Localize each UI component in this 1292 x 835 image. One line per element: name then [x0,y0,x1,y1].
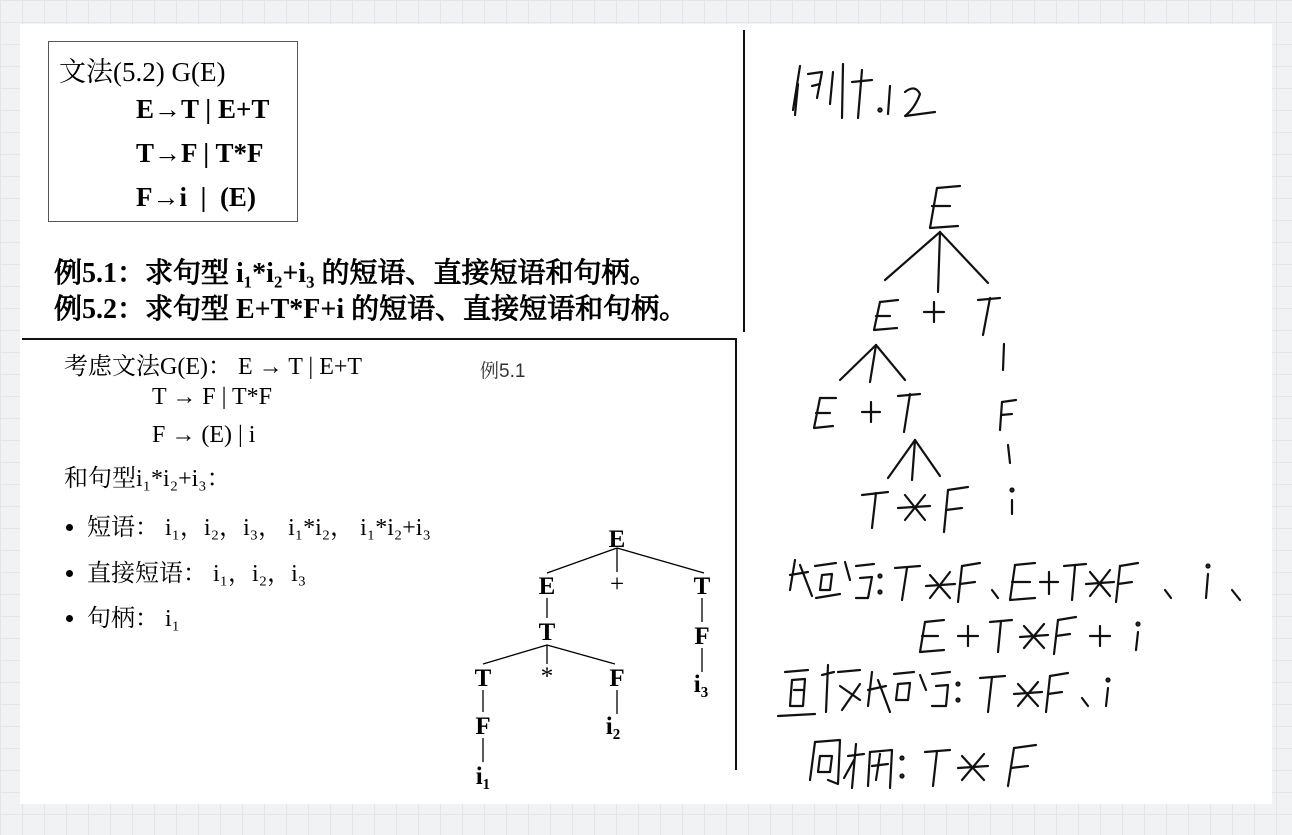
consider-line-1: 考虑文法G(E)： E → T | E+T [64,354,363,380]
consider-line-2: T → F | T*F [152,384,272,410]
tree-node-i1: i₁ [475,763,491,790]
consider-line-4: 和句型i₁*i₂+i₃： [64,466,231,492]
tree-node-f-low: F [609,665,625,692]
bullet-handle-text: 句柄： i₁ [87,606,181,632]
handwritten-phrases [790,560,1240,602]
bullet-phrases-text: 短语： i₁，i₂，i₃， i₁*i₂， i₁*i₂+i₃ [87,515,431,541]
handwritten-tree [814,186,1016,532]
handwritten-phrases-cont [920,617,1140,654]
example-label: 例5.1 [480,361,526,382]
tree-node-plus: + [609,571,625,598]
tree-node-t-mid: T [538,619,556,646]
tree-node-i2: i₂ [605,713,621,740]
bullet-direct-text: 直接短语： i₁，i₂，i₃ [87,561,307,587]
handwritten-direct [778,665,1110,716]
consider-line-3: F → (E) | i [152,422,256,448]
grammar-title: 文法(5.2) G(E) [59,57,226,87]
tree-node-f-right: F [694,623,710,650]
tree-node-t-right: T [693,573,711,600]
tree-node-f-leaf: F [475,713,491,740]
handwritten-handle [810,740,1036,788]
tree-node-t-low: T [474,665,492,692]
example-5-1: 例5.1：求句型 i₁*i₂+i₃ 的短语、直接短语和句柄。 [54,258,658,289]
tree-node-e: E [538,573,556,600]
tree-node-e-root: E [608,526,626,553]
tree-node-i3: i₃ [693,671,709,698]
tree-node-star: * [540,663,554,690]
example-5-2: 例5.2：求句型 E+T*F+i 的短语、直接短语和句柄。 [54,294,688,325]
grammar-rule-e: E→T | E+T [136,94,270,124]
grammar-rule-f: F→i | (E) [136,182,256,212]
grammar-rule-t: T→F | T*F [136,138,264,168]
handwritten-title [793,64,935,118]
